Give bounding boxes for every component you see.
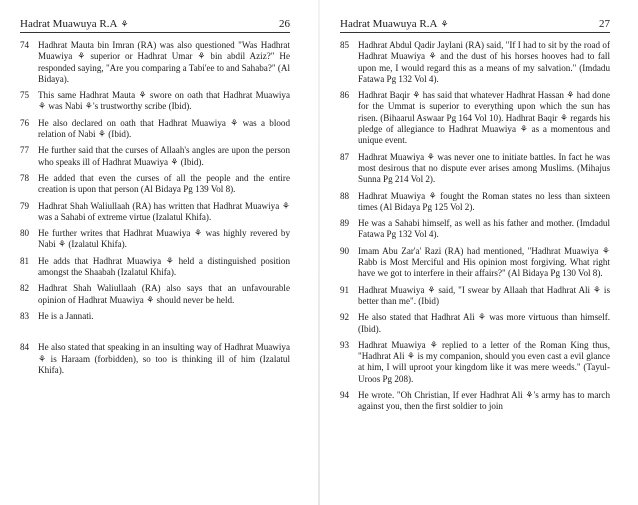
paragraph-number: 89 bbox=[340, 218, 350, 229]
paragraph-number: 81 bbox=[20, 255, 30, 266]
right-page-header bbox=[340, 18, 610, 33]
paragraph-text: He is a Jannati. bbox=[38, 310, 94, 321]
paragraph-number: 86 bbox=[340, 90, 350, 101]
paragraph-text: He further writes that Hadhrat Muawiya ⚘ was highly revered by Nabi ⚘ (Izalatul Khifa). bbox=[38, 228, 290, 250]
paragraph-number: 78 bbox=[20, 172, 30, 183]
paragraph bbox=[20, 173, 290, 196]
page-number: 26 bbox=[279, 18, 290, 30]
paragraph bbox=[20, 201, 290, 224]
paragraph bbox=[20, 90, 290, 113]
honorific-icon: ⚘ bbox=[120, 19, 129, 29]
paragraph-text: Hadhrat Muawiya ⚘ replied to a letter of the Roman King thus, "Hadhrat Ali ⚘ is my companion, should you even cast a evil glance at him, I will uproot your kingdom like it was mere weeds." (Tayul-Uroos Pg 208). bbox=[358, 339, 610, 384]
paragraph bbox=[340, 312, 610, 335]
paragraph-number: 75 bbox=[20, 90, 30, 101]
paragraph-text: This same Hadhrat Mauta ⚘ swore on oath that Hadhrat Muawiya ⚘ was Nabi ⚘'s trustworthy scribe (Ibid). bbox=[38, 90, 290, 112]
running-title-text: Hadrat Muawuya R.A bbox=[20, 18, 118, 30]
paragraph bbox=[20, 342, 290, 376]
left-page bbox=[20, 18, 290, 381]
paragraph bbox=[20, 283, 290, 306]
paragraph-number: 83 bbox=[20, 310, 30, 321]
paragraph bbox=[340, 246, 610, 280]
paragraph-gap bbox=[20, 327, 290, 342]
paragraph-text: He was a Sahabi himself, as well as his father and mother. (Imdadul Fatawa Pg 132 Vol 4). bbox=[358, 218, 610, 240]
paragraph-number: 77 bbox=[20, 145, 30, 156]
paragraph bbox=[20, 118, 290, 141]
paragraph bbox=[340, 218, 610, 241]
paragraph bbox=[340, 191, 610, 214]
paragraph-text: He wrote. "Oh Christian, If ever Hadhrat Ali ⚘'s army has to march against you, then the first soldier to join bbox=[358, 390, 610, 412]
paragraph-text: He adds that Hadhrat Muawiya ⚘ held a distinguished position amongst the Shaabah (Izalatul Khifa). bbox=[38, 255, 290, 278]
paragraph-number: 82 bbox=[20, 283, 30, 294]
right-page bbox=[340, 18, 610, 418]
paragraph-text: Hadhrat Muawiya ⚘ said, "I swear by Allaah that Hadhrat Ali ⚘ is better than me". (Ibid) bbox=[358, 284, 610, 306]
paragraph-text: He also stated that speaking in an insulting way of Hadhrat Muawiya ⚘ is Haraam (forbidden), so too is thinking ill of him (Izalatul Khifa). bbox=[38, 342, 290, 375]
left-page-header bbox=[20, 18, 290, 33]
paragraph-number: 93 bbox=[340, 339, 350, 350]
paragraph-text: Hadhrat Muawiya ⚘ was never one to initiate battles. In fact he was most desirous that no dispute ever arises among Muslims. (Mihajus Sunna Pg 214 Vol 2). bbox=[358, 151, 610, 185]
paragraph-number: 92 bbox=[340, 312, 350, 323]
paragraph bbox=[20, 145, 290, 168]
paragraph bbox=[20, 40, 290, 85]
paragraph-number: 90 bbox=[340, 245, 350, 256]
paragraph-text: Hadhrat Shah Waliullaah (RA) has written that Hadhrat Muawiya ⚘ was a Sahabi of extreme virtue (Izalatul Khifa). bbox=[38, 200, 290, 222]
paragraph bbox=[340, 40, 610, 85]
paragraph-text: Hadhrat Shah Waliullaah (RA) also says that an unfavourable opinion of Hadhrat Muawiya ⚘ should never be held. bbox=[38, 283, 290, 305]
running-title-text: Hadrat Muawuya R.A bbox=[340, 18, 438, 30]
paragraph-number: 87 bbox=[340, 151, 350, 162]
paragraph-number: 79 bbox=[20, 200, 30, 211]
paragraph-number: 74 bbox=[20, 40, 30, 50]
paragraph bbox=[340, 390, 610, 413]
paragraph-text: Imam Abu Zar'a' Razi (RA) had mentioned, "Hadhrat Muawiya ⚘ Rabb is Most Merciful and His opinion most forgiving. What right have we got to interfere in their affairs?" (Al Bidaya Pg 130 Vol 8). bbox=[358, 245, 610, 279]
paragraph bbox=[20, 228, 290, 251]
running-title bbox=[20, 18, 129, 30]
paragraph bbox=[20, 311, 290, 322]
paragraph-number: 76 bbox=[20, 117, 30, 128]
page-number: 27 bbox=[599, 18, 610, 30]
honorific-icon: ⚘ bbox=[440, 19, 449, 29]
paragraph-text: Hadhrat Mauta bin Imran (RA) was also questioned "Was Hadhrat Muawiya ⚘ superior or Hadhrat Umar ⚘ bin abdil Aziz?" He responded saying, "Are you comparing a Tabi'ee to and Sahaba?" (Al Bidaya). bbox=[38, 40, 290, 84]
running-title bbox=[340, 18, 449, 30]
paragraph-text: Hadhrat Abdul Qadir Jaylani (RA) said, "If I had to sit by the road of Hadhrat Muawiya ⚘ and the dust of his horses hooves had to fall upon me, I would regard this as a means of my salvation." (Imdadu Fatawa Pg 132 Vol 4). bbox=[358, 40, 610, 84]
paragraph-text: Hadhrat Baqir ⚘ has said that whatever Hadhrat Hassan ⚘ had done for the Ummat is superior to everything upon which the sun has risen. (Bihaarul Aswaar Pg 164 Vol 10). Hadhrat Baqir ⚘ regards his pledge of allegiance to Hadhrat Muawiya ⚘ as a momentous and unique event. bbox=[358, 90, 610, 146]
paragraph-number: 84 bbox=[20, 342, 30, 353]
paragraph-text: He also declared on oath that Hadhrat Muawiya ⚘ was a blood relation of Nabi ⚘ (Ibid). bbox=[38, 117, 290, 140]
paragraph-text: He also stated that Hadhrat Ali ⚘ was more virtuous than himself. (Ibid). bbox=[358, 312, 610, 334]
paragraph-text: Hadhrat Muawiya ⚘ fought the Roman states no less than sixteen times (Al Bidaya Pg 125 Vol 2). bbox=[358, 190, 610, 212]
paragraph-number: 94 bbox=[340, 390, 350, 401]
paragraph-text: He further said that the curses of Allaah's angles are upon the person who speaks ill of Hadhrat Muawiya ⚘ (Ibid). bbox=[38, 145, 290, 167]
paragraph-number: 88 bbox=[340, 190, 350, 201]
paragraph-number: 85 bbox=[340, 40, 350, 50]
paragraph-number: 80 bbox=[20, 228, 30, 239]
paragraph bbox=[340, 152, 610, 186]
book-gutter bbox=[318, 0, 320, 505]
paragraph-text: He added that even the curses of all the people and the entire creation is upon that person (Al Bidaya Pg 139 Vol 8). bbox=[38, 172, 290, 195]
paragraph-number: 91 bbox=[340, 284, 350, 295]
paragraph bbox=[20, 256, 290, 279]
paragraph bbox=[340, 285, 610, 308]
paragraph bbox=[340, 90, 610, 146]
paragraph bbox=[340, 340, 610, 385]
